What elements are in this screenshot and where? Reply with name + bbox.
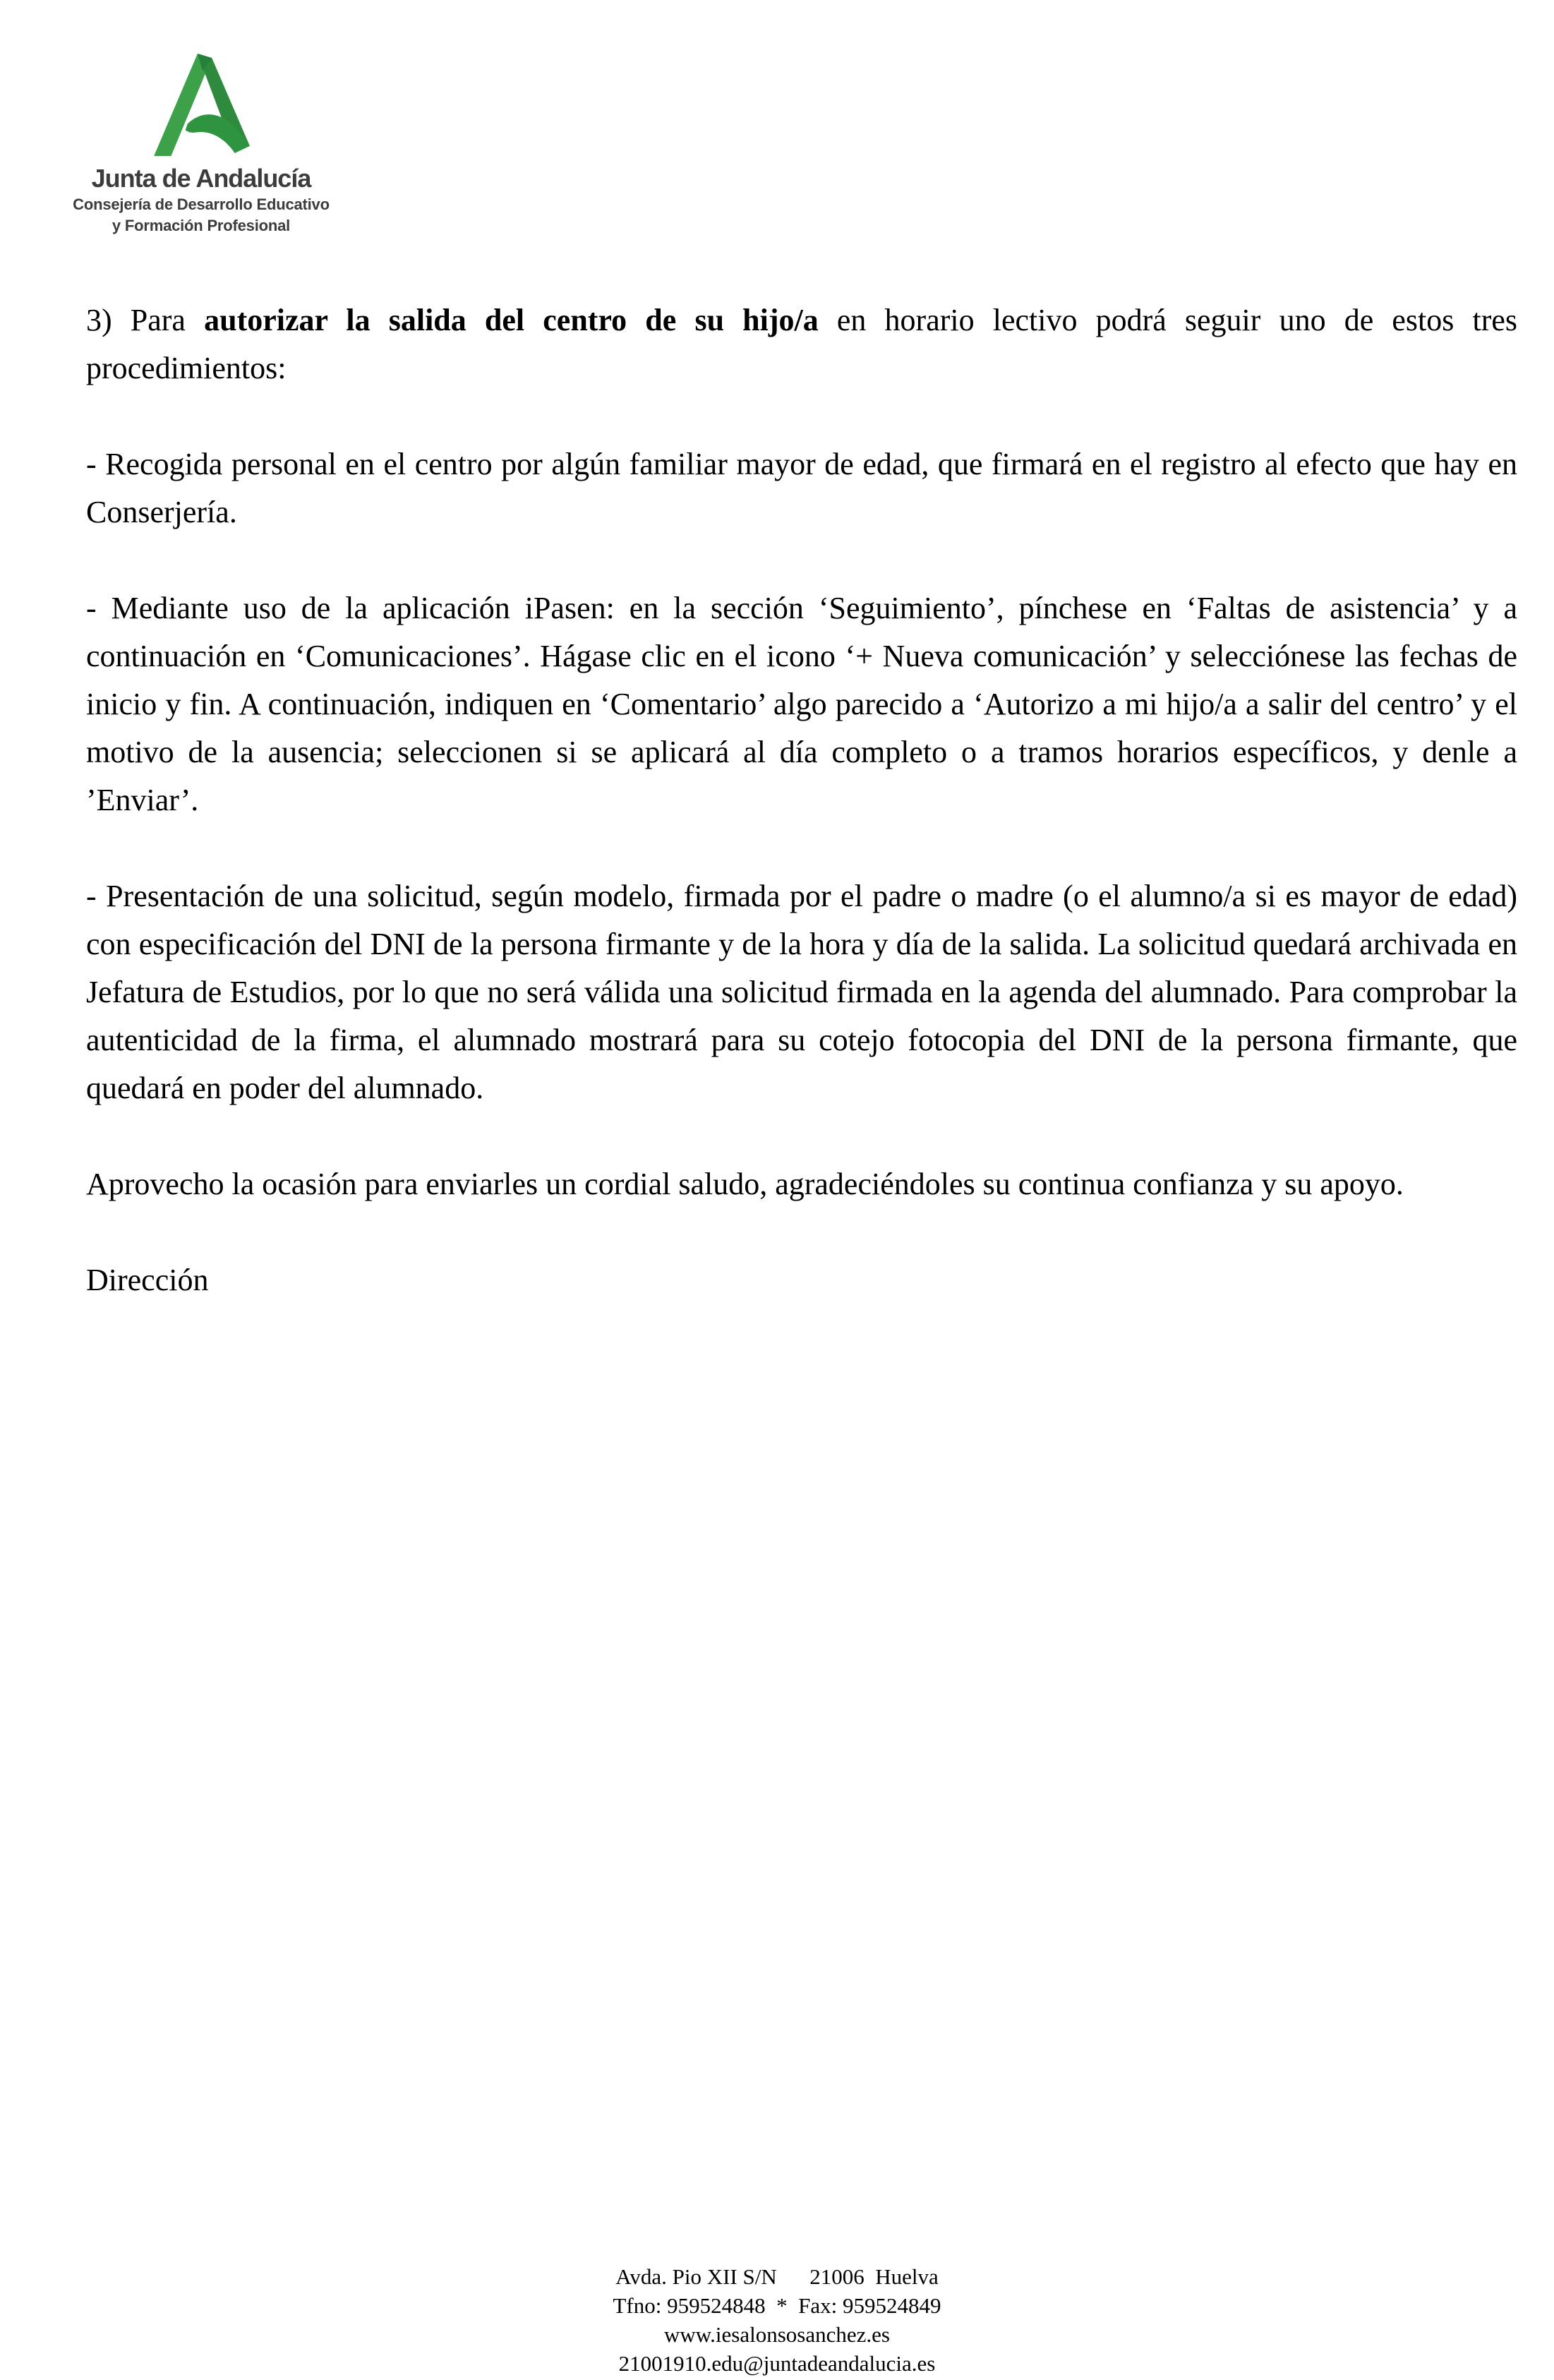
paragraph-ipasen-procedure: - Mediante uso de la aplicación iPasen: en la sección ‘Seguimiento’, pínchese en ‘Faltas de asistencia’ y a continuación en ‘Comunicaciones’. Hágase clic en el icono ‘+ Nueva comunicación’ y selecciónese las fechas de inicio y fin. A continuación, indiquen en ‘Comentario’ algo parecido a ‘Autorizo a mi hijo/a a salir del centro’ y el motivo de la ausencia; seleccionen si se aplicará al día completo o a tramos horarios específicos, y denle a ’Enviar’. bbox=[86, 591, 1517, 817]
logo-dept-line1: Consejería de Desarrollo Educativo bbox=[73, 196, 330, 213]
footer-website: www.iesalonsosanchez.es bbox=[664, 2322, 890, 2347]
logo-org-name: Junta de Andalucía bbox=[91, 164, 311, 193]
p1-bold-text: autorizar la salida del centro de su hijo/a bbox=[204, 303, 819, 337]
letter-body bbox=[86, 296, 1517, 1352]
signature-direccion: Dirección bbox=[86, 1263, 209, 1297]
junta-andalucia-a-icon bbox=[147, 54, 255, 156]
footer-phone-fax: Tfno: 959524848 * Fax: 959524849 bbox=[613, 2293, 941, 2318]
p1-prefix: 3) Para bbox=[86, 303, 205, 337]
p1-suffix: en horario lectivo podrá seguir uno de estos tres procedimientos: bbox=[86, 303, 1518, 385]
footer-email: 21001910.edu@juntadeandalucia.es bbox=[618, 2351, 936, 2376]
footer-address: Avda. Pio XII S/N 21006 Huelva bbox=[615, 2264, 939, 2289]
paragraph-closing-greeting: Aprovecho la ocasión para enviarles un cordial saludo, agradeciéndoles su continua confianza y su apoyo. bbox=[86, 1167, 1404, 1201]
paragraph-personal-pickup: - Recogida personal en el centro por algún familiar mayor de edad, que firmará en el registro al efecto que hay en Conserjería. bbox=[86, 447, 1517, 529]
logo-dept-line2: y Formación Profesional bbox=[112, 217, 291, 234]
school-contact-footer bbox=[0, 2262, 1554, 2378]
paragraph-written-request: - Presentación de una solicitud, según modelo, firmada por el padre o madre (o el alumno/a si es mayor de edad) con especificación del DNI de la persona firmante y de la hora y día de la salida. La solicitud quedará archivada en Jefatura de Estudios, por lo que no será válida una solicitud firmada en la agenda del alumnado. Para comprobar la autenticidad de la firma, el alumnado mostrará para su cotejo fotocopia del DNI de la persona firmante, que quedará en poder del alumnado. bbox=[86, 879, 1517, 1105]
logo-a-swoosh bbox=[186, 114, 250, 153]
paragraph-procedures-intro bbox=[86, 296, 1517, 392]
junta-de-andalucia-logo bbox=[67, 54, 335, 236]
